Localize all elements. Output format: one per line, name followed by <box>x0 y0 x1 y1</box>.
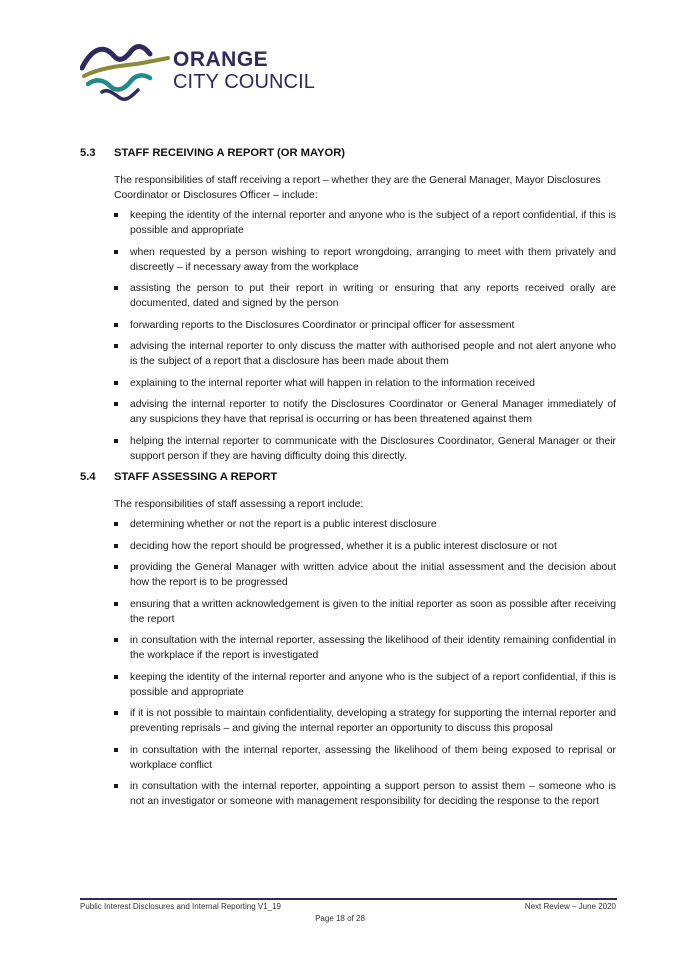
footer-review-date: Next Review – June 2020 <box>524 902 616 911</box>
list-item-text: ensuring that a written acknowledgement is given to the initial reporter as soon as possible after receiving the report <box>130 598 616 625</box>
list-item <box>114 434 616 464</box>
bullet-icon <box>114 638 118 642</box>
bullet-icon <box>114 748 118 752</box>
list-item <box>114 539 616 554</box>
list-item <box>114 318 616 333</box>
footer-document-title: Public Interest Disclosures and Internal Reporting V1_19 <box>80 902 281 911</box>
bullet-icon <box>114 402 118 406</box>
list-item-text: determining whether or not the report is a public interest disclosure <box>130 519 437 530</box>
bullet-icon <box>114 439 118 443</box>
page-number: Page 18 of 28 <box>315 914 365 923</box>
bullet-icon <box>114 522 118 526</box>
footer-divider <box>80 898 617 900</box>
bullet-icon <box>114 602 118 606</box>
bullet-icon <box>114 250 118 254</box>
list-item <box>114 560 616 590</box>
logo-line1: ORANGE <box>173 48 269 71</box>
list-item <box>114 670 616 700</box>
list-item-text: forwarding reports to the Disclosures Coordinator or principal officer for assessment <box>130 319 515 331</box>
list-item <box>114 245 616 275</box>
bullet-icon <box>114 544 118 548</box>
section-heading-5-4 <box>80 470 616 484</box>
list-item-text: in consultation with the internal reporter, assessing the likelihood of their identity remaining confidential in the workplace if the report is investigated <box>130 635 616 661</box>
list-item <box>114 706 616 736</box>
list-item <box>114 597 616 627</box>
list-item-text: in consultation with the internal reporter, appointing a support person to assist them – someone who is not an investigator or someone with management responsibility for deciding the response to the report <box>130 781 616 807</box>
section-number: 5.3 <box>80 147 96 159</box>
list-item-text: deciding how the report should be progressed, whether it is a public interest disclosure or not <box>130 540 557 552</box>
list-item-text: advising the internal reporter to notify the Disclosures Coordinator or General Manager immediately of any suspicions they have that reprisal is occurring or has been threatened against them <box>130 399 616 425</box>
list-item <box>114 281 616 311</box>
council-logo <box>80 38 340 104</box>
list-item <box>114 397 616 427</box>
section-intro: The responsibilities of staff assessing a report include: <box>114 499 364 510</box>
document-body <box>80 146 616 816</box>
list-item-text: assisting the person to put their report in writing or ensuring that any reports received orally are documented, dated and signed by the person <box>130 283 616 309</box>
bullet-icon <box>114 565 118 569</box>
bullet-icon <box>114 213 118 217</box>
section-number: 5.4 <box>80 471 96 483</box>
list-item-text: in consultation with the internal reporter, assessing the likelihood of them being exposed to reprisal or workplace conflict <box>130 744 616 771</box>
list-item <box>114 208 616 238</box>
list-item <box>114 517 616 532</box>
list-item-text: providing the General Manager with written advice about the initial assessment and the decision about how the report is to be progressed <box>130 562 616 588</box>
responsibility-list <box>114 517 616 809</box>
list-item <box>114 376 616 391</box>
bullet-icon <box>114 323 118 327</box>
list-item-text: advising the internal reporter to only discuss the matter with authorised people and not alert anyone who is the subject of a report that a disclosure has been made about them <box>130 341 616 367</box>
list-item <box>114 633 616 663</box>
list-item-text: if it is not possible to maintain confidentiality, developing a strategy for supporting the internal reporter and preventing reprisals – and giving the internal reporter an opportunity to discuss this proposal <box>130 708 616 734</box>
bullet-icon <box>114 675 118 679</box>
bullet-icon <box>114 344 118 348</box>
bullet-icon <box>114 286 118 290</box>
section-intro: The responsibilities of staff receiving a report – whether they are the General Manager, Mayor Disclosures Coordinator or Disclosures Officer – include: <box>114 175 601 201</box>
list-item-text: keeping the identity of the internal reporter and anyone who is the subject of a report confidential, if this is possible and appropriate <box>130 210 616 236</box>
logo-line2: CITY COUNCIL <box>173 71 315 93</box>
bullet-icon <box>114 381 118 385</box>
list-item-text: when requested by a person wishing to report wrongdoing, arranging to meet with them privately and discreetly – if necessary away from the workplace <box>130 246 616 273</box>
responsibility-list <box>114 208 616 464</box>
list-item <box>114 339 616 369</box>
council-logo-mark <box>80 38 172 104</box>
list-item-text: helping the internal reporter to communicate with the Disclosures Coordinator, General Manager or their support person if they are having difficulty doing this directly. <box>130 435 616 462</box>
list-item-text: explaining to the internal reporter what will happen in relation to the information received <box>130 377 535 389</box>
bullet-icon <box>114 784 118 788</box>
list-item-text: keeping the identity of the internal reporter and anyone who is the subject of a report confidential, if this is possible and appropriate <box>130 671 616 698</box>
section-heading-5-3 <box>80 146 616 160</box>
section-title: STAFF RECEIVING A REPORT (OR MAYOR) <box>114 147 346 159</box>
bullet-icon <box>114 711 118 715</box>
list-item <box>114 779 616 809</box>
list-item <box>114 743 616 773</box>
section-title: STAFF ASSESSING A REPORT <box>114 471 278 483</box>
